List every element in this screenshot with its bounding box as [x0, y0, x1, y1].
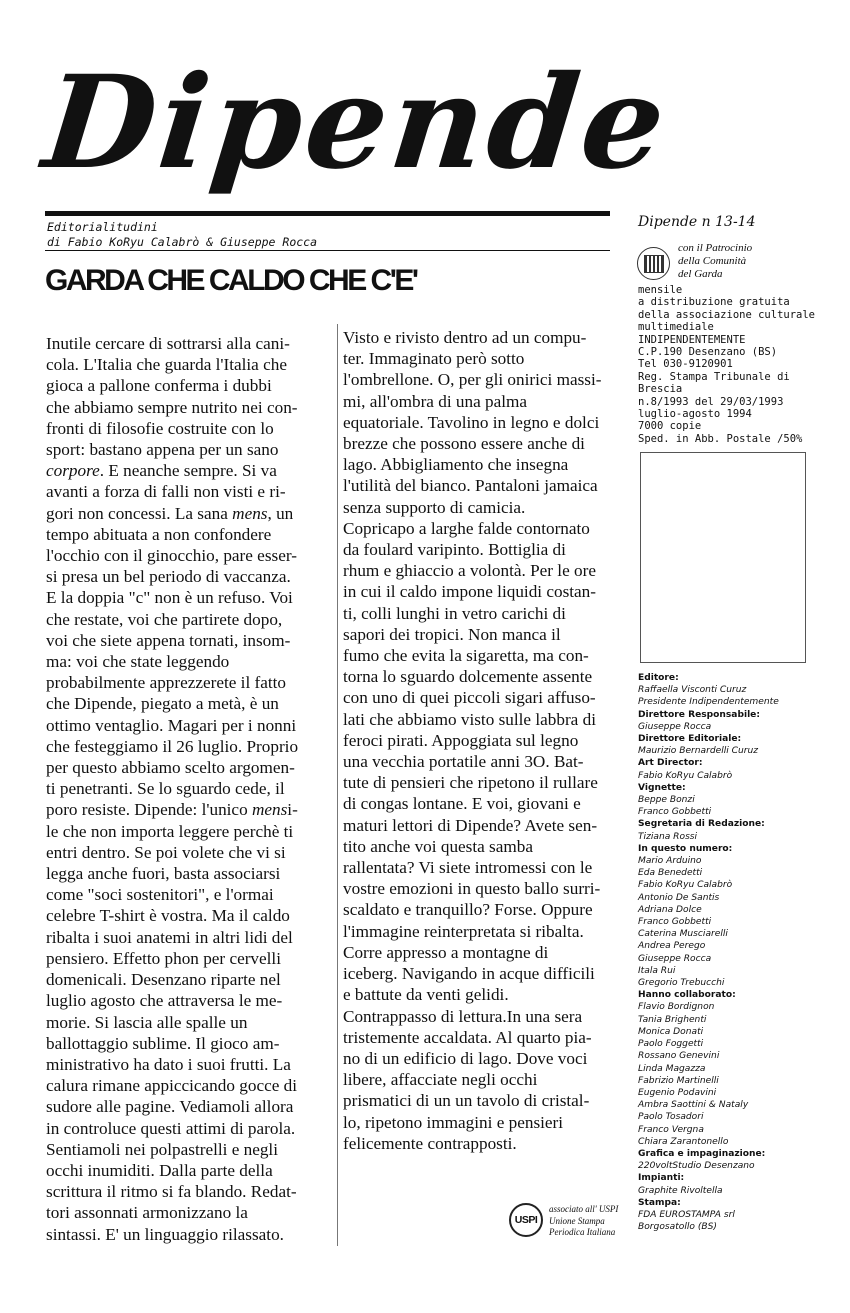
- publication-info: [638, 284, 838, 445]
- credit-name: Caterina Musciarelli: [638, 929, 728, 940]
- article-line: luglio agosto che attraversa le me-: [46, 991, 283, 1011]
- article-line: Sentiamoli nei polpastrelli e negli: [46, 1139, 278, 1159]
- postage-box: [640, 452, 806, 663]
- credit-name: Flavio Bordignon: [638, 1002, 715, 1013]
- article-line: sudore alle pagine. Vediamoli allora: [46, 1097, 294, 1117]
- pubinfo-line: luglio-agosto 1994: [638, 408, 752, 421]
- article-line: iceberg. Navigando in acque difficili: [343, 964, 595, 984]
- staff-credits: [638, 672, 838, 1233]
- article-line: ma: voi che state leggendo: [46, 652, 230, 672]
- article-line: fronti di filosofie costruite con lo: [46, 418, 274, 438]
- credit-name: Tiziana Rossi: [638, 831, 698, 842]
- article-line: ti, colli lunghi in vetro carichi di: [343, 603, 566, 623]
- article-line: che abbiamo sempre nutrito nei con-: [46, 397, 298, 417]
- article-line: si presa un bel periodo di vaccanza.: [46, 567, 291, 587]
- article-line: ter. Immaginato però sotto: [343, 349, 525, 369]
- article-line: legga anche fuori, basta associarsi: [46, 864, 281, 884]
- patronage-line: con il Patrocinio: [678, 242, 753, 254]
- article-line: e battute da venti gelidi.: [343, 985, 509, 1005]
- credit-name: Tania Brighenti: [638, 1014, 707, 1025]
- article-line: sport: bastano appena per un sano: [46, 440, 279, 460]
- article-line: brezze che possono essere anche di: [343, 434, 585, 454]
- pubinfo-line: INDIPENDENTEMENTE: [638, 333, 746, 346]
- article-line: rallentata? Vi siete intromessi con le: [343, 858, 593, 878]
- article-line: l'ombrellone. O, per gli onirici massi-: [343, 370, 602, 390]
- article-line: celebre T-shirt è vostra. Ma il caldo: [46, 906, 290, 926]
- editorial-kicker: [47, 220, 317, 250]
- byline: di Fabio KoRyu Calabrò & Giuseppe Rocca: [47, 235, 318, 249]
- pubinfo-line: Reg. Stampa Tribunale di: [638, 370, 790, 383]
- credit-name: Ambra Saottini & Nataly: [638, 1100, 749, 1111]
- pubinfo-line: della associazione culturale: [638, 308, 816, 321]
- credit-name: Andrea Perego: [638, 941, 706, 952]
- credit-role: Stampa:: [638, 1197, 681, 1208]
- article-line: Contrappasso di lettura.In una sera: [343, 1006, 583, 1026]
- article-line: poro resiste. Dipende: l'unico mensi-: [46, 800, 298, 820]
- credit-name: Itala Rui: [638, 965, 676, 976]
- article-line: ottimo ventaglio. Magari per i nonni: [46, 715, 297, 735]
- article-line: lo, ripetono immagini e pensieri: [343, 1112, 564, 1132]
- article-column-2: [343, 327, 629, 1154]
- credit-name: Antonio De Santis: [638, 892, 720, 903]
- credit-name: Eda Benedetti: [638, 868, 703, 879]
- article-line: le che non importa leggere perchè ti: [46, 821, 294, 841]
- article-line: per questo abbiamo scelto argomen-: [46, 758, 295, 778]
- credit-role: Art Director:: [638, 758, 703, 769]
- article-line: cola. L'Italia che guarda l'Italia che: [46, 355, 287, 375]
- pubinfo-line: Sped. in Abb. Postale /50%: [638, 432, 803, 445]
- article-line: felicemente contrapposti.: [343, 1133, 517, 1153]
- article-line: ribalta i suoi anatemi in altri lidi del: [46, 927, 293, 947]
- article-line: rhum e ghiaccio a volontà. Per le ore: [343, 561, 596, 581]
- article-line: occhi inumiditi. Dalla parte della: [46, 1160, 273, 1180]
- credit-role: Vignette:: [638, 782, 686, 793]
- credit-name: Paolo Foggetti: [638, 1039, 704, 1050]
- article-line: prismatici di un un tavolo di cristal-: [343, 1091, 590, 1111]
- credit-name: Adriana Dolce: [638, 904, 702, 915]
- pubinfo-line: mensile: [638, 284, 683, 296]
- credit-role: In questo numero:: [638, 843, 733, 854]
- article-line: pensiero. Effetto phon per cervelli: [46, 948, 281, 968]
- article-line: no di un edificio di lago. Dove voci: [343, 1048, 588, 1068]
- issue-number: Dipende n 13-14: [638, 214, 756, 230]
- article-line: che Dipende, piegato a metà, è un: [46, 694, 279, 714]
- credit-name: Borgosatollo (BS): [638, 1222, 717, 1233]
- credit-name: Presidente Indipendentemente: [638, 697, 779, 708]
- article-line: E la doppia "c" non è un refuso. Voi: [46, 588, 293, 608]
- article-line: probabilmente apprezzerete il fatto: [46, 673, 287, 693]
- pubinfo-line: Brescia: [638, 383, 683, 396]
- article-line: ministrativo ha dato i suoi frutti. La: [46, 1054, 291, 1074]
- credit-role: Segretaria di Redazione:: [638, 819, 765, 830]
- article-line: voi che siete appena tornati, insom-: [46, 630, 291, 650]
- article-line: feroci pirati. Appoggiata sul legno: [343, 730, 579, 750]
- pubinfo-line: C.P.190 Desenzano (BS): [638, 346, 778, 359]
- credit-name: Graphite Rivoltella: [638, 1185, 723, 1196]
- article-line: Inutile cercare di sottrarsi alla cani-: [46, 334, 290, 353]
- pubinfo-line: 7000 copie: [638, 420, 702, 433]
- pubinfo-line: n.8/1993 del 29/03/1993: [638, 395, 784, 408]
- credit-name: Monica Donati: [638, 1026, 704, 1037]
- pubinfo-line: a distribuzione gratuita: [638, 296, 790, 309]
- uspi-association-text: [549, 1204, 618, 1239]
- patronage-line: della Comunità: [678, 255, 747, 267]
- article-line: tito anche voi questa samba: [343, 836, 533, 856]
- pubinfo-line: Tel 030-9120901: [638, 358, 733, 371]
- pubinfo-line: multimediale: [638, 321, 714, 334]
- credit-name: Franco Gobbetti: [638, 917, 712, 928]
- article-line: ti penetranti. Se lo sguardo cede, il: [46, 779, 285, 799]
- credit-role: Impianti:: [638, 1173, 685, 1184]
- credit-name: Maurizio Bernardelli Curuz: [638, 746, 759, 757]
- article-line: mi, all'ombra di una palma: [343, 391, 527, 411]
- article-line: equatoriale. Tavolino in legno e dolci: [343, 412, 600, 432]
- article-line: domenicali. Desenzano riparte nel: [46, 970, 281, 990]
- article-line: di congas lontane. E voi, giovani e: [343, 794, 581, 814]
- article-line: tempo abituata a non confondere: [46, 524, 272, 544]
- section-label: Editorialitudini: [47, 220, 158, 234]
- article-line: con uno di quei piccoli sigari affuso-: [343, 688, 596, 708]
- article-line: gori non concessi. La sana mens, un: [46, 503, 294, 523]
- credit-name: Gregorio Trebucchi: [638, 978, 725, 989]
- article-column-1: [46, 333, 332, 1245]
- credit-name: Paolo Tosadori: [638, 1112, 704, 1123]
- credit-name: Chiara Zarantonello: [638, 1136, 729, 1147]
- uspi-logo-icon: USPI: [509, 1203, 543, 1237]
- uspi-line: associato all' USPI: [549, 1204, 619, 1214]
- article-line: in controluce questi attimi di parola.: [46, 1118, 296, 1138]
- credit-name: 220voltStudio Desenzano: [638, 1161, 755, 1172]
- credit-name: Fabio KoRyu Calabrò: [638, 770, 733, 781]
- credit-name: Giuseppe Rocca: [638, 953, 712, 964]
- article-line: sintassi. E' un linguaggio rilassato.: [46, 1224, 284, 1244]
- article-line: lago. Abbigliamento che insegna: [343, 455, 569, 475]
- article-line: fumo che evita la sigaretta, ma con-: [343, 646, 589, 666]
- article-line: da foulard varipinto. Bottiglia di: [343, 540, 566, 560]
- credit-name: Mario Arduino: [638, 856, 702, 867]
- article-line: entri dentro. Se poi volete che vi si: [46, 842, 286, 862]
- article-line: avanti a forza di falli non visti e ri-: [46, 482, 286, 502]
- article-line: torna lo sguardo dolcemente assente: [343, 667, 593, 687]
- article-line: che restate, voi che partirete dopo,: [46, 609, 283, 629]
- credit-name: Beppe Bonzi: [638, 795, 695, 806]
- comunita-garda-seal-icon: [637, 247, 670, 280]
- article-line: Corre appresso a montagne di: [343, 942, 549, 962]
- article-line: maturi lettori di Dipende? Avete sen-: [343, 815, 598, 835]
- credit-name: Rossano Genevini: [638, 1051, 720, 1062]
- headline: GARDA CHE CALDO CHE C'E': [45, 264, 417, 297]
- article-line: Copricapo a larghe falde contornato: [343, 518, 590, 538]
- article-line: l'occhio con il ginocchio, pare esser-: [46, 546, 297, 566]
- article-line: scrittura il ritmo si fa blando. Redat-: [46, 1182, 297, 1202]
- credit-name: Giuseppe Rocca: [638, 721, 712, 732]
- article-line: in cui il caldo impone liquidi costan-: [343, 582, 596, 602]
- uspi-line: Periodica Italiana: [549, 1227, 616, 1237]
- article-line: ballottaggio sublime. Il gioco am-: [46, 1033, 280, 1053]
- article-line: sapori dei tropici. Non manca il: [343, 624, 561, 644]
- article-line: vostre emozioni in questo ballo surri-: [343, 879, 601, 899]
- article-line: calura rimane appiccicando gocce di: [46, 1076, 297, 1096]
- article-line: una vecchia portatile anni 3O. Bat-: [343, 752, 584, 772]
- credit-role: Hanno collaborato:: [638, 990, 736, 1001]
- credit-name: FDA EUROSTAMPA srl: [638, 1209, 735, 1220]
- article-line: senza supporto di camicia.: [343, 497, 526, 517]
- article-line: tristemente accaldata. Al quarto pia-: [343, 1027, 592, 1047]
- article-line: l'immagine reinterpretata si ribalta.: [343, 921, 584, 941]
- article-line: come "soci sostenitori", e l'ormai: [46, 885, 274, 905]
- article-line: Visto e rivisto dentro ad un compu-: [343, 328, 587, 347]
- masthead-title: Dipende: [37, 48, 676, 198]
- article-line: tori assonnati armonizzano la: [46, 1203, 248, 1223]
- article-line: l'utilità del bianco. Pantaloni jamaica: [343, 476, 598, 496]
- patronage-text: [678, 242, 752, 281]
- article-line: lati che abbiamo visto sulle labbra di: [343, 709, 596, 729]
- credit-role: Direttore Responsabile:: [638, 709, 760, 720]
- article-line: tute di pensieri che ripetono il rullare: [343, 773, 598, 793]
- credit-name: Linda Magazza: [638, 1063, 706, 1074]
- article-line: morie. Si lascia alle spalle un: [46, 1012, 248, 1032]
- credit-name: Fabrizio Martinelli: [638, 1075, 719, 1086]
- headline-rule: [45, 250, 610, 251]
- credit-name: Franco Vergna: [638, 1124, 704, 1135]
- patronage-line: del Garda: [678, 268, 723, 280]
- credit-name: Eugenio Podavini: [638, 1087, 717, 1098]
- credit-name: Franco Gobbetti: [638, 807, 712, 818]
- credit-name: Raffaella Visconti Curuz: [638, 685, 747, 696]
- credit-name: Fabio KoRyu Calabrò: [638, 880, 733, 891]
- article-line: gioca a pallone conferma i dubbi: [46, 376, 272, 396]
- article-line: libere, affacciate negli occhi: [343, 1070, 538, 1090]
- article-line: che festeggiamo il 26 luglio. Proprio: [46, 736, 299, 756]
- credit-role: Editore:: [638, 673, 679, 683]
- article-line: corpore. E neanche sempre. Si va: [46, 461, 277, 481]
- column-divider: [337, 324, 338, 1246]
- credit-role: Direttore Editoriale:: [638, 734, 742, 745]
- uspi-line: Unione Stampa: [549, 1215, 605, 1226]
- article-line: scaldato e tranquillo? Forse. Oppure: [343, 900, 593, 920]
- credit-role: Grafica e impaginazione:: [638, 1148, 766, 1159]
- masthead-rule: [45, 211, 610, 216]
